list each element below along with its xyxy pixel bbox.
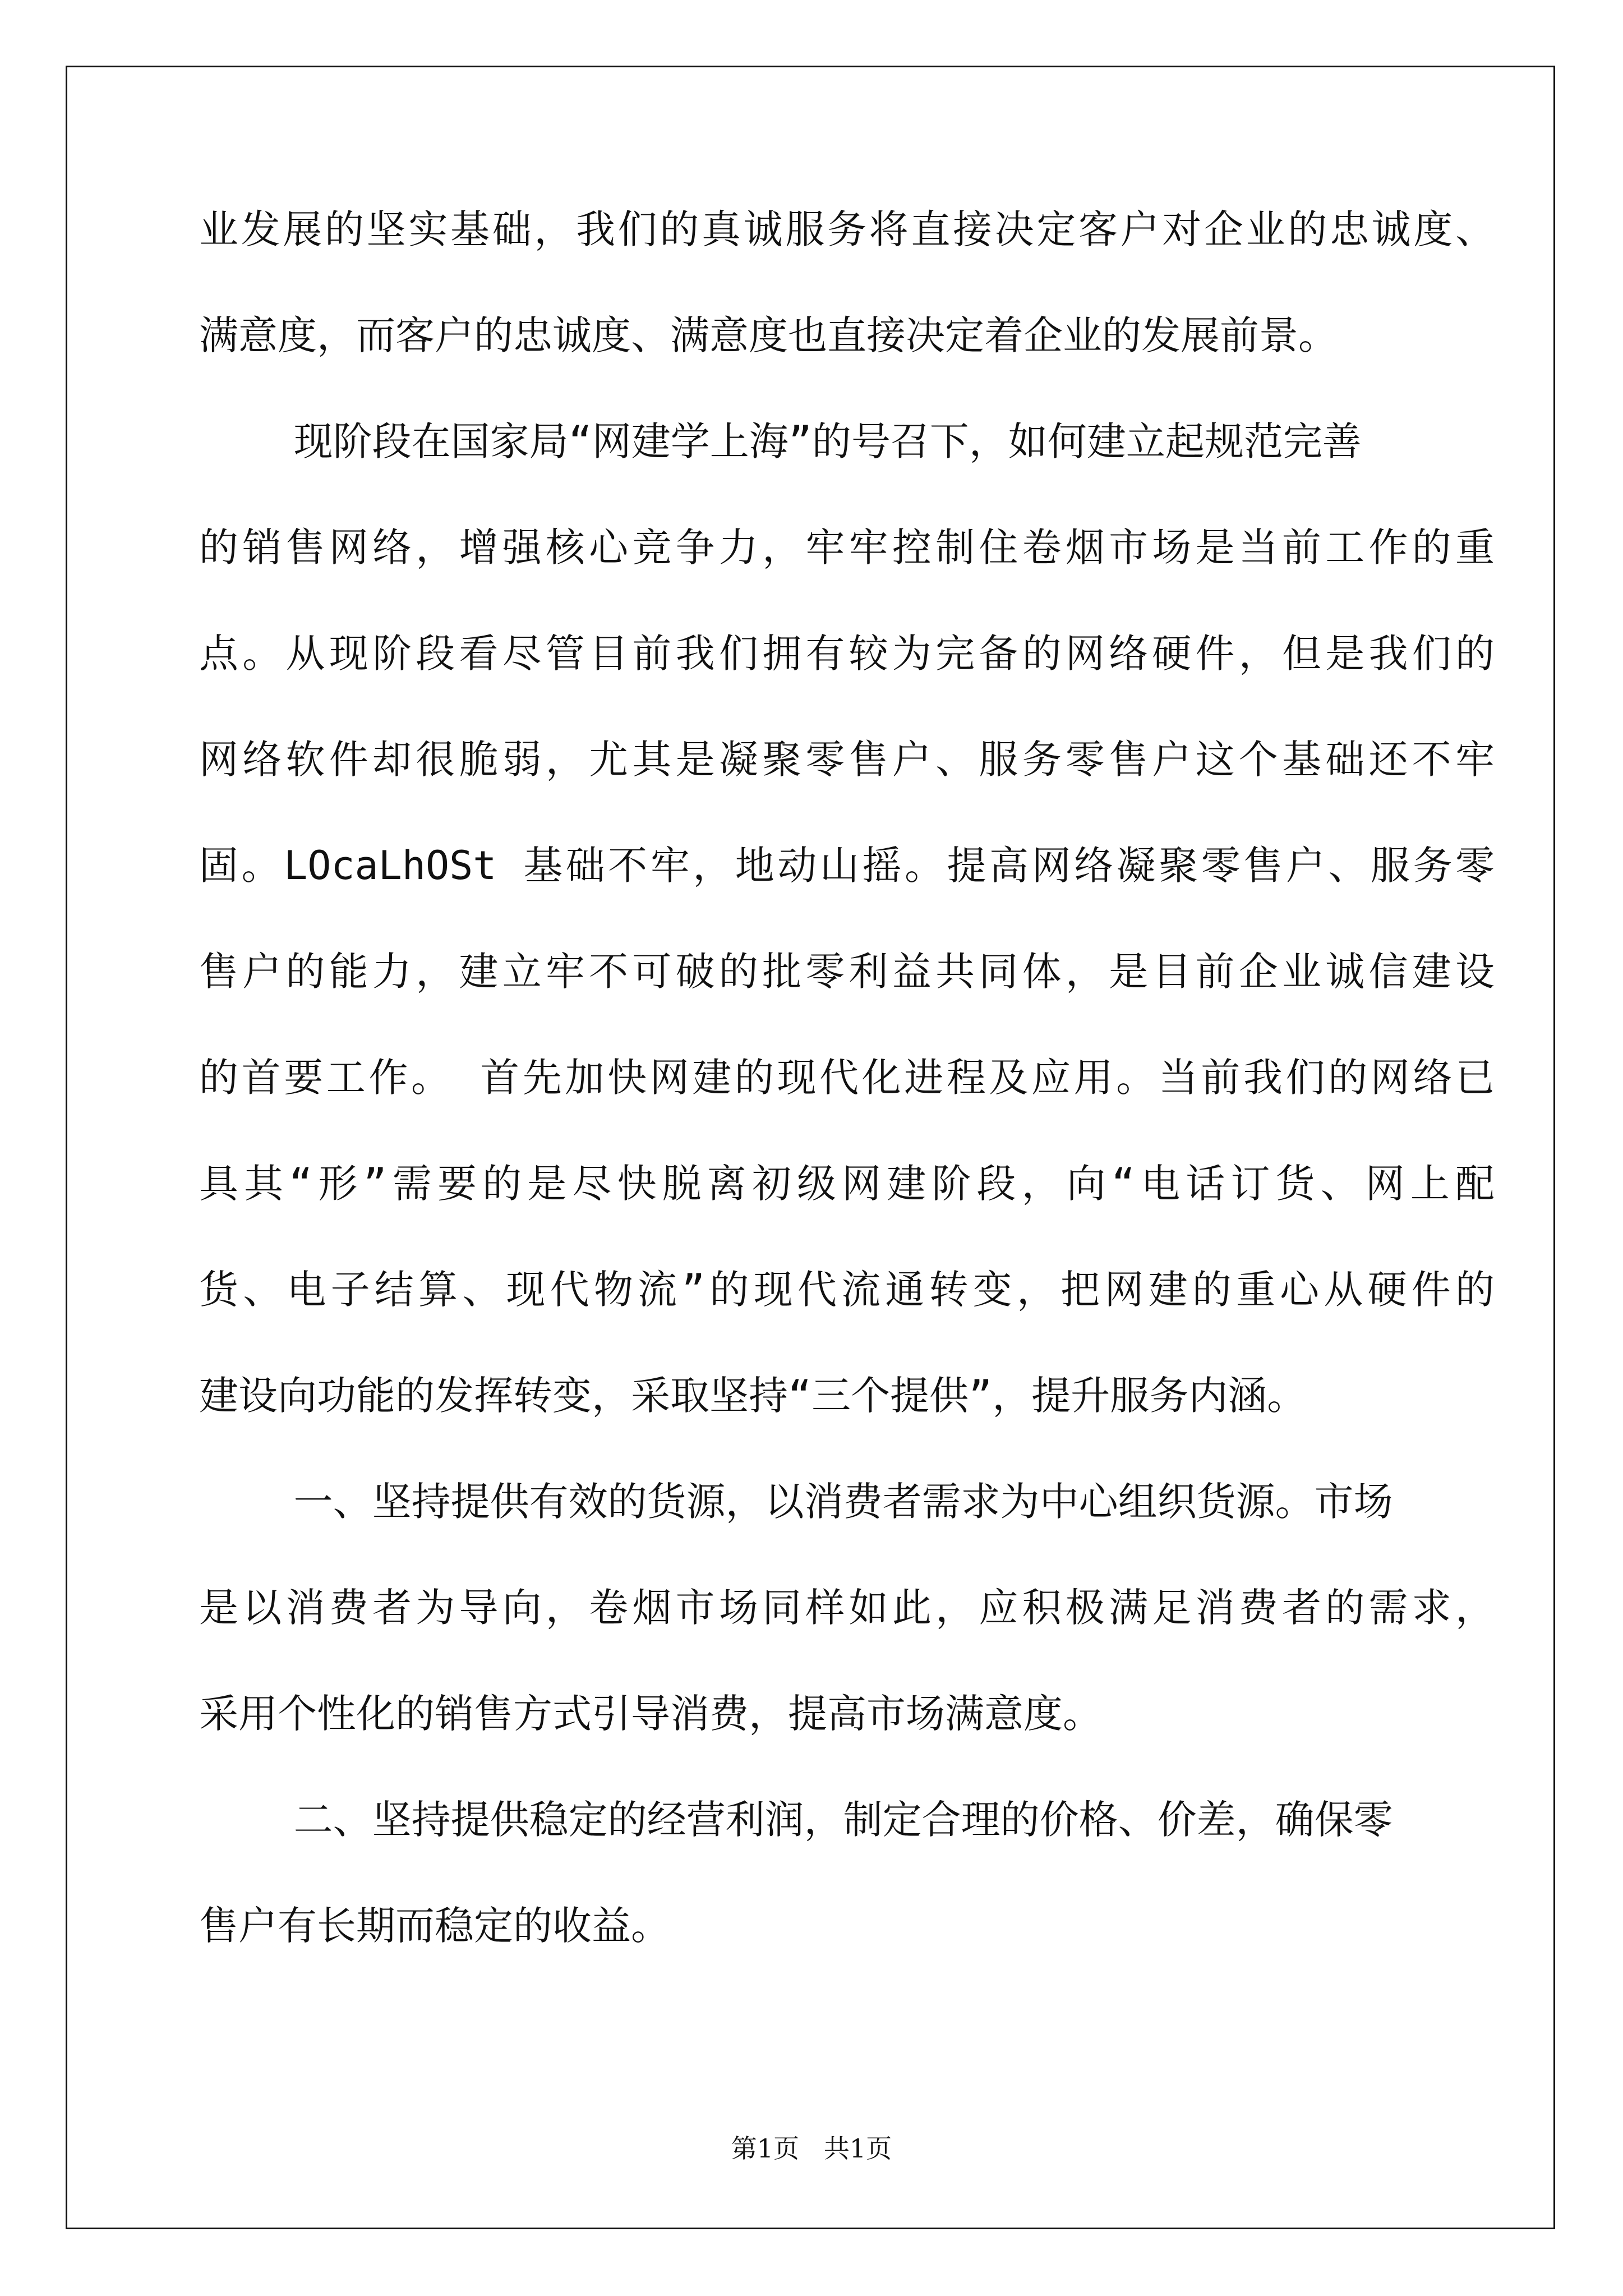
text-line: 建设向功能的发挥转变，采取坚持“三个提供”，提升服务内涵。 (199, 1373, 1307, 1419)
text-line: 售户的能力，建立牢不可破的批零利益共同体，是目前企业诚信建设 (199, 949, 1495, 995)
page-number-label: 第1页 共1页 (731, 2133, 892, 2164)
text-line: 售户有长期而稳定的收益。 (199, 1903, 670, 1949)
text-line: 货、电子结算、现代物流”的现代流通转变，把网建的重心从硬件的 (199, 1267, 1495, 1313)
document-body (199, 177, 1495, 1979)
text-line: 是以消费者为导向，卷烟市场同样如此，应积极满足消费者的需求， (199, 1585, 1495, 1631)
text-line: 满意度，而客户的忠诚度、满意度也直接决定着企业的发展前景。 (199, 312, 1338, 358)
text-line: 网络软件却很脆弱，尤其是凝聚零售户、服务零售户这个基础还不牢 (199, 737, 1495, 783)
text-line: 点。从现阶段看尽管目前我们拥有较为完备的网络硬件，但是我们的 (199, 631, 1495, 677)
text-line: 固。LOcaLhOSt 基础不牢，地动山摇。提高网络凝聚零售户、服务零 (199, 843, 1495, 889)
text-line: 二、坚持提供稳定的经营利润，制定合理的价格、价差，确保零 (199, 1797, 1393, 1843)
text-line: 现阶段在国家局“网建学上海”的号召下，如何建立起规范完善 (199, 418, 1362, 464)
text-line: 业发展的坚实基础，我们的真诚服务将直接决定客户对企业的忠诚度、 (199, 206, 1495, 252)
text-line: 的首要工作。 首先加快网建的现代化进程及应用。当前我们的网络已 (199, 1055, 1495, 1101)
text-line: 具其“形”需要的是尽快脱离初级网建阶段，向“电话订货、网上配 (199, 1161, 1495, 1207)
text-line: 一、坚持提供有效的货源，以消费者需求为中心组织货源。市场 (199, 1479, 1393, 1525)
text-line: 采用个性化的销售方式引导消费，提高市场满意度。 (199, 1691, 1102, 1737)
text-line: 的销售网络，增强核心竞争力，牢牢控制住卷烟市场是当前工作的重 (199, 524, 1495, 570)
page-footer (0, 2128, 1623, 2165)
